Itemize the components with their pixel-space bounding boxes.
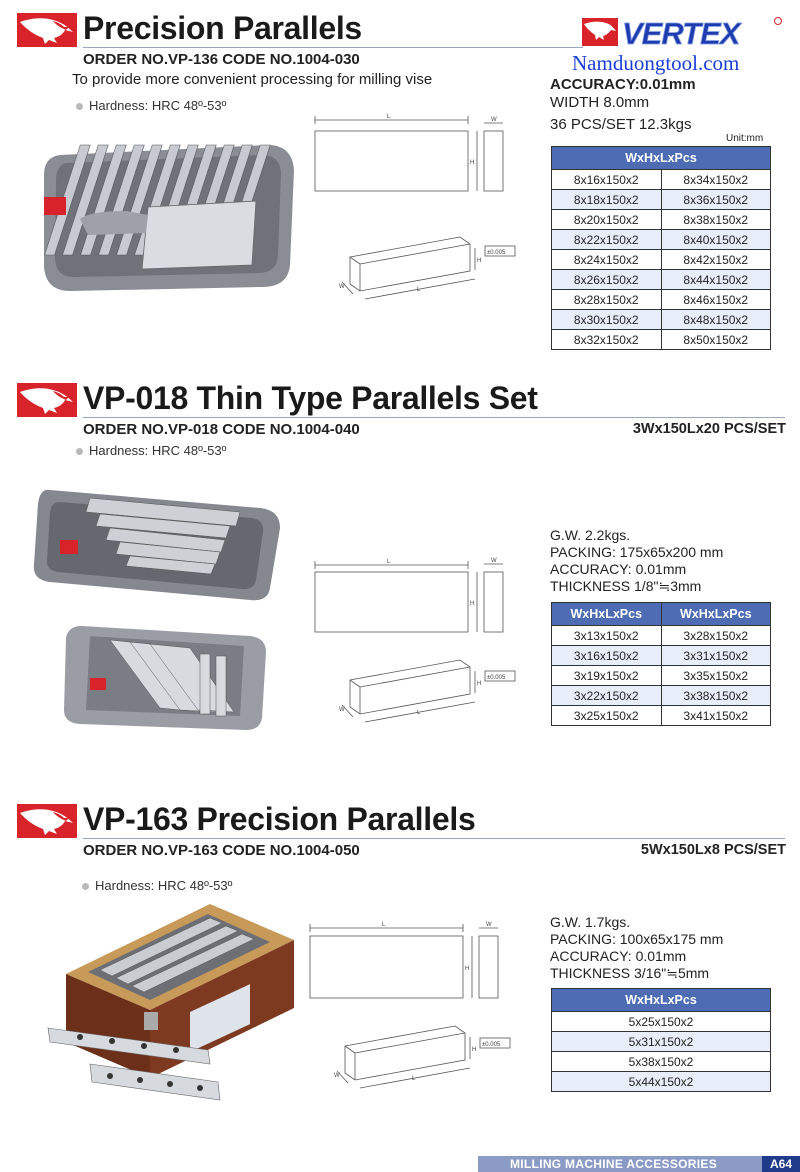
width-label: W: [339, 284, 345, 290]
table-cell: 8x50x150x2: [661, 330, 771, 350]
bullet-icon: [76, 103, 83, 110]
length-label: L: [412, 1076, 416, 1082]
bullet-icon: [76, 448, 83, 455]
table-cell: 8x16x150x2: [552, 170, 662, 190]
section-1-size-table: [551, 146, 771, 350]
width-label: W: [491, 117, 497, 123]
table-cell: 8x48x150x2: [661, 310, 771, 330]
table-cell: 3x28x150x2: [661, 626, 771, 646]
table-cell: 8x32x150x2: [552, 330, 662, 350]
table-cell: 3x38x150x2: [661, 686, 771, 706]
width-label: W: [339, 707, 345, 713]
table-row: [552, 1012, 771, 1032]
length-label: L: [417, 287, 421, 293]
table-row: [552, 1072, 771, 1092]
width-label: W: [491, 558, 497, 564]
section-3-order: ORDER NO.VP-163 CODE NO.1004-050: [83, 842, 360, 859]
height-label: H: [470, 601, 475, 607]
table-row: [552, 230, 771, 250]
section-1-specs: [550, 76, 696, 134]
length-label: L: [387, 559, 391, 565]
table-row: [552, 1052, 771, 1072]
section-3-title: VP-163 Precision Parallels: [83, 801, 476, 837]
vp136-dimension-drawing: [305, 110, 520, 310]
table-cell: 8x42x150x2: [661, 250, 771, 270]
table-row: [552, 290, 771, 310]
vp163-dimension-drawing: [305, 920, 520, 1105]
section-1-title: Precision Parallels: [83, 10, 362, 46]
footer-bar: [478, 1156, 800, 1172]
section-1-description: To provide more convenient processing for milling vise: [72, 71, 433, 88]
hardness-text: Hardness: HRC 48º-53º: [89, 98, 227, 113]
table-row: [552, 666, 771, 686]
table-cell: 8x40x150x2: [661, 230, 771, 250]
table-row: [552, 310, 771, 330]
table-cell: 8x24x150x2: [552, 250, 662, 270]
table-row: [552, 170, 771, 190]
spec-packing: PACKING: 175x65x200 mm: [550, 544, 724, 560]
section-3-hardness: [82, 878, 232, 893]
table-cell: 8x30x150x2: [552, 310, 662, 330]
table-row: [552, 250, 771, 270]
section-2-set-info: 3Wx150Lx20 PCS/SET: [632, 421, 786, 437]
hardness-text: Hardness: HRC 48º-53º: [89, 443, 227, 458]
spec-accuracy: ACCURACY: 0.01mm: [550, 561, 687, 577]
table-cell: 8x20x150x2: [552, 210, 662, 230]
table-row: [552, 270, 771, 290]
table-cell: 3x31x150x2: [661, 646, 771, 666]
vertex-brand-text: VERTEX: [622, 16, 740, 50]
table-row: [552, 646, 771, 666]
tolerance-label: ±0.005: [487, 675, 506, 681]
table-header: WxHxLxPcs: [661, 603, 771, 626]
eagle-logo-icon: [17, 13, 77, 47]
section-3-rule: [83, 838, 785, 839]
table-header: WxHxLxPcs: [552, 603, 662, 626]
table-cell: 8x36x150x2: [661, 190, 771, 210]
vertex-logo: [582, 14, 782, 50]
spec-packing: PACKING: 100x65x175 mm: [550, 931, 724, 947]
vp136-product-image: [30, 115, 302, 295]
table-cell: 8x28x150x2: [552, 290, 662, 310]
spec-accuracy: ACCURACY: 0.01mm: [550, 948, 687, 964]
width-label: W: [334, 1073, 340, 1079]
vp018-dimension-drawing: [305, 555, 520, 740]
length-label: L: [417, 710, 421, 716]
table-cell: 3x19x150x2: [552, 666, 662, 686]
eagle-logo-icon: [17, 804, 77, 838]
section-3-set-info: 5Wx150Lx8 PCS/SET: [640, 842, 786, 858]
tolerance-label: ±0.005: [487, 250, 506, 256]
spec-pcs-weight: 36 PCS/SET 12.3kgs: [550, 116, 692, 133]
vp163-product-image: [40, 900, 300, 1140]
spec-weight: G.W. 2.2kgs.: [550, 527, 631, 543]
section-2-title: VP-018 Thin Type Parallels Set: [83, 380, 538, 416]
spec-width: WIDTH 8.0mm: [550, 94, 650, 111]
table-cell: 3x16x150x2: [552, 646, 662, 666]
table-cell: 8x18x150x2: [552, 190, 662, 210]
hardness-text: Hardness: HRC 48º-53º: [95, 878, 233, 893]
table-row: [552, 1032, 771, 1052]
table-cell: 5x38x150x2: [552, 1052, 771, 1072]
section-2-rule: [83, 417, 785, 418]
table-cell: 8x44x150x2: [661, 270, 771, 290]
table-cell: 8x46x150x2: [661, 290, 771, 310]
section-1-order: ORDER NO.VP-136 CODE NO.1004-030: [83, 51, 360, 68]
section-2-specs: [550, 527, 723, 595]
height-label: H: [477, 258, 482, 264]
table-cell: 3x25x150x2: [552, 706, 662, 726]
table-cell: 8x22x150x2: [552, 230, 662, 250]
table-row: [552, 626, 771, 646]
height-label: H: [477, 681, 482, 687]
section-2-order: ORDER NO.VP-018 CODE NO.1004-040: [83, 421, 360, 438]
table-cell: 3x13x150x2: [552, 626, 662, 646]
table-cell: 8x34x150x2: [661, 170, 771, 190]
height-label: H: [470, 160, 475, 166]
table-cell: 8x38x150x2: [661, 210, 771, 230]
length-label: L: [387, 114, 391, 120]
height-label: H: [465, 966, 470, 972]
section-3-size-table: [551, 988, 771, 1092]
table-row: [552, 706, 771, 726]
bullet-icon: [82, 883, 89, 890]
table-cell: 3x22x150x2: [552, 686, 662, 706]
table-cell: 3x35x150x2: [661, 666, 771, 686]
table-cell: 8x26x150x2: [552, 270, 662, 290]
footer-label: MILLING MACHINE ACCESSORIES: [510, 1157, 717, 1171]
table-header: WxHxLxPcs: [552, 147, 771, 170]
table-header: WxHxLxPcs: [552, 989, 771, 1012]
table-cell: 3x41x150x2: [661, 706, 771, 726]
table-row: [552, 190, 771, 210]
vp018-product-image: [20, 468, 290, 758]
width-label: W: [486, 922, 492, 928]
table-row: [552, 210, 771, 230]
section-1-rule: [83, 47, 583, 48]
table-cell: 5x31x150x2: [552, 1032, 771, 1052]
spec-thickness: THICKNESS 3/16"≒5mm: [550, 965, 710, 981]
section-2-size-table: [551, 602, 771, 726]
watermark-text: Namduongtool.com: [572, 51, 740, 75]
spec-weight: G.W. 1.7kgs.: [550, 914, 631, 930]
table-cell: 5x44x150x2: [552, 1072, 771, 1092]
height-label: H: [472, 1047, 477, 1053]
table-row: [552, 330, 771, 350]
section-1-hardness: [76, 98, 226, 113]
section-3-specs: [550, 914, 723, 982]
length-label: L: [382, 922, 386, 928]
spec-accuracy: ACCURACY:0.01mm: [550, 76, 696, 93]
table-cell: 5x25x150x2: [552, 1012, 771, 1032]
page-number: A64: [762, 1156, 800, 1172]
section-2-hardness: [76, 443, 226, 458]
table-row: [552, 686, 771, 706]
eagle-logo-icon: [17, 383, 77, 417]
unit-label: Unit:mm: [726, 133, 764, 144]
spec-thickness: THICKNESS 1/8"≒3mm: [550, 578, 702, 594]
tolerance-label: ±0.005: [482, 1042, 501, 1048]
